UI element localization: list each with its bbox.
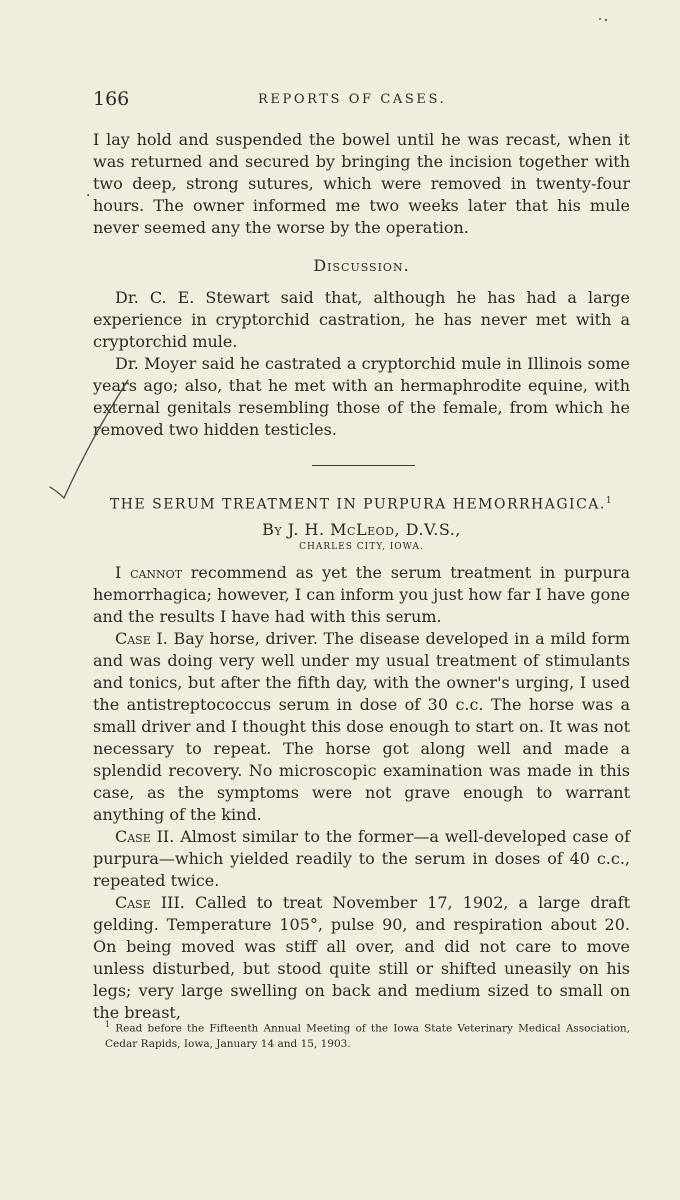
article-body <box>93 562 630 1024</box>
case-label: Case III. <box>115 893 185 912</box>
margin-mark: . <box>86 184 91 200</box>
intro-text: recommend as yet the serum treatment in purpura hemorrhagica; however, I can inform you just how far I have gone and the results I have had with this serum. <box>93 563 630 626</box>
case-text: Almost similar to the former—a well-developed case of purpura—which yielded readily to the serum in doses of 40 c.c., repeated twice. <box>93 827 630 890</box>
case-paragraph <box>93 628 630 826</box>
discussion-heading: Discussion. <box>313 256 410 275</box>
case-paragraph <box>93 826 630 892</box>
case-label: Case II. <box>115 827 175 846</box>
author-byline: By J. H. McLeod, D.V.S., <box>262 520 461 539</box>
page-header <box>93 88 630 112</box>
discussion-paragraph: Dr. Moyer said he castrated a cryptorchid mule in Illinois some years ago; also, that he met with an hermaphrodite equine, with external genitals resembling those of the female, from which he removed two hidden testicles. <box>93 354 630 439</box>
running-head: REPORTS OF CASES. <box>258 92 447 107</box>
footnote <box>105 1017 630 1052</box>
intro-lead: I cannot <box>115 563 183 582</box>
case-continuation <box>93 129 630 239</box>
case-end-paragraph: I lay hold and suspended the bowel until he was recast, when it was returned and secured by bringing the incision together with two deep, strong sutures, which were removed in twenty-four hours. The owner informed me two weeks later that his mule never seemed any the worse by the operation. <box>93 130 630 237</box>
intro-paragraph <box>93 562 630 628</box>
article-title-text: THE SERUM TREATMENT IN PURPURA HEMORRHAGICA. <box>109 496 606 513</box>
case-text: Bay horse, driver. The disease developed in a mild form and was doing very well under my usual treatment of stimulants and tonics, but after the fifth day, with the owner's urging, I used the antistreptococcus serum in dose of 30 c.c. The horse was a small driver and I thought this dose enough to start on. It was not necessary to repeat. The horse got along well and made a splendid recovery. No microscopic examination was made in this case, as the symptoms were not grave enough to warrant anything of the kind. <box>93 629 631 824</box>
footnote-text: Read before the Fifteenth Annual Meeting of the Iowa State Veterinary Medical Association, Cedar Rapids, Iowa, January 14 and 15, 1903. <box>105 1022 630 1050</box>
article-title <box>93 496 630 513</box>
case-text: Called to treat November 17, 1902, a large draft gelding. Temperature 105°, pulse 90, and respiration about 20. On being moved was stiff all over, and did not care to move unless disturbed, but stood quite still or shifted uneasily on his legs; very large swelling on back and medium sized to small on the breast, <box>93 893 630 1022</box>
case-label: Case I. <box>115 629 168 648</box>
page-number: 166 <box>93 88 130 110</box>
paper-speck <box>598 16 608 22</box>
discussion-paragraph: Dr. C. E. Stewart said that, although he has had a large experience in cryptorchid castration, he has never met with a cryptorchid mule. <box>93 288 630 351</box>
author-location: CHARLES CITY, IOWA. <box>299 542 424 552</box>
discussion-body <box>93 287 630 441</box>
footnote-mark: 1 <box>105 1020 111 1029</box>
case-paragraph <box>93 892 630 1024</box>
footnote-reference: 1 <box>605 496 614 506</box>
section-divider <box>312 465 415 466</box>
